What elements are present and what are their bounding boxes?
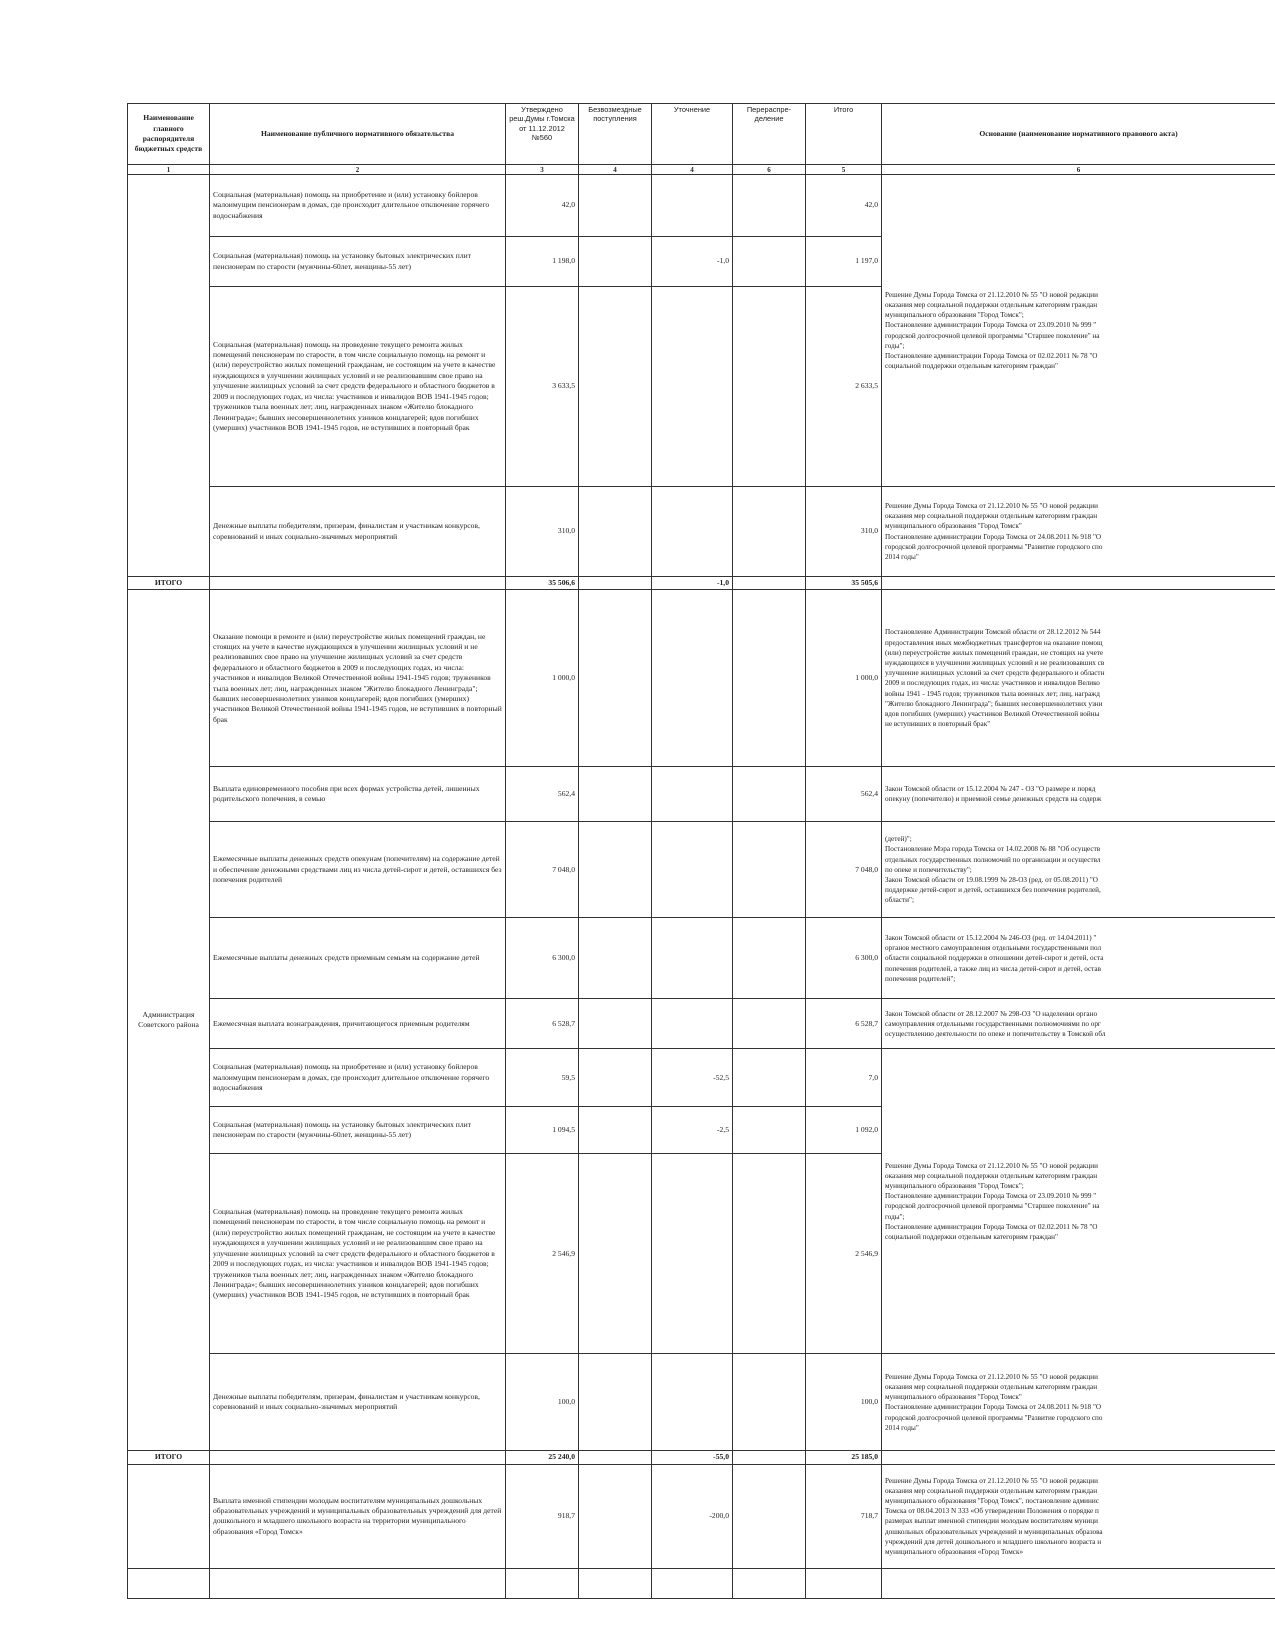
total-value: 310,0 <box>806 487 882 577</box>
basis-line: поддержке детей-сирот и детей, оставшихся без попечения родителей, <box>885 886 1101 895</box>
basis-line: вдов погибших (умерших) участников Великой Отечественной войны <box>885 710 1100 719</box>
obligation-name: Социальная (материальная) помощь на проведение текущего ремонта жилых помещений пенсионерам по старости, в том числе социальную помощь на ремонт и (или) переустройство жилых помещений гражданам, не состоящим на учете в качестве нуждающихся в улучшении жилищных условий и не реализовавшим свое право на улучшение жилищных условий за счет средств федерального и областного бюджетов в 2009 и последующих годах, из числа: участников и инвалидов ВОВ 1941-1945 годов; тружеников тыла военных лет; лиц, награжденных знаком «Жителю блокадного Ленинграда»; бывших несовершеннолетних узников концлагерей; вдов погибших (умерших) участников ВОВ 1941-1945 годов, не вступивших в повторный брак <box>210 1154 506 1354</box>
header-approved: Утверждено реш.Думы г.Томска от 11.12.2012 №560 <box>506 104 579 165</box>
basis-line: (детей)"; <box>885 835 912 844</box>
basis-cell <box>882 590 1275 767</box>
basis-line: "Жителю блокадного Ленинграда"; бывших несовершеннолетних узни <box>885 699 1103 708</box>
total-value: 1 197,0 <box>806 237 882 287</box>
basis-line: социальной поддержки отдельным категориям граждан" <box>885 1233 1058 1242</box>
change-value <box>652 287 733 487</box>
basis-line: попечения родителей"; <box>885 974 956 983</box>
basis-line: Постановление администрации Города Томска от 24.08.2011 № 918 "О <box>885 1403 1102 1412</box>
header-obligation: Наименование публичного нормативного обязательства <box>210 104 506 165</box>
basis-line: Решение Думы Города Томска от 21.12.2010 № 55 "О новой редакции <box>885 1476 1098 1485</box>
col-number: 6 <box>882 165 1275 175</box>
basis-line: не вступивших в повторный брак" <box>885 720 991 729</box>
basis-line: городской долгосрочной целевой программы "Развитие городского спо <box>885 542 1103 551</box>
obligation-name: Денежные выплаты победителям, призерам, финалистам и участникам конкурсов, соревнований и иных социально-значимых мероприятий <box>210 1354 506 1451</box>
change-value: -1,0 <box>652 237 733 287</box>
obligation-name: Денежные выплаты победителям, призерам, финалистам и участникам конкурсов, соревнований и иных социально-значимых мероприятий <box>210 487 506 577</box>
table-row <box>128 175 1275 237</box>
basis-line: осуществлению деятельности по опеке и попечительству в Томской обл <box>885 1030 1106 1038</box>
header-basis: Основание (наименование нормативного правового акта) <box>882 104 1275 165</box>
approved-value: 3 633,5 <box>506 287 579 487</box>
header-total: Итого <box>806 104 882 165</box>
basis-line: самоуправления отдельными государственными полномочиями по орг <box>885 1019 1101 1028</box>
basis-line: 2009 и последующих годах, из числа: участников и инвалидов Велико <box>885 679 1100 688</box>
basis-line: Закон Томской области от 28.12.2007 № 298-ОЗ "О наделении органо <box>885 1009 1098 1018</box>
total-value: 562,4 <box>806 767 882 822</box>
total-value: 6 528,7 <box>806 999 882 1049</box>
basis-line: Решение Думы Города Томска от 21.12.2010 № 55 "О новой редакции <box>885 501 1098 510</box>
basis-cell <box>882 1354 1275 1451</box>
table-row <box>128 999 1275 1049</box>
total-approved: 25 240,0 <box>506 1451 579 1464</box>
distributor-cell-empty <box>128 1464 210 1568</box>
change-value <box>652 1354 733 1451</box>
basis-line: городской долгосрочной целевой программы "Развитие городского спо <box>885 1413 1103 1422</box>
basis-line: муниципального образования «Город Томск» <box>885 1547 1024 1556</box>
total-change: -1,0 <box>652 577 733 590</box>
obligation-name: Ежемесячные выплаты денежных средств приемным семьям на содержание детей <box>210 918 506 999</box>
col-number: 4 <box>579 165 652 175</box>
basis-cell <box>882 918 1275 999</box>
basis-line: нуждающихся в улучшении жилищных условий и не реализовавших св <box>885 659 1105 667</box>
column-number-row <box>128 165 1275 175</box>
approved-value: 42,0 <box>506 175 579 237</box>
basis-line: социальной поддержки отдельным категориям граждан" <box>885 362 1058 371</box>
table-row <box>128 918 1275 999</box>
grant-value <box>579 175 652 237</box>
basis-line: Томска от 08.04.2013 N 333 «Об утверждении Положения о порядке п <box>885 1507 1099 1516</box>
total-value: 2 633,5 <box>806 287 882 487</box>
total-label: ИТОГО <box>128 577 210 590</box>
approved-value: 7 048,0 <box>506 822 579 918</box>
change-value <box>652 590 733 767</box>
total-total: 35 505,6 <box>806 577 882 590</box>
basis-line: отдельных государственных полномочий по организации и осуществл <box>885 855 1101 864</box>
basis-line: Постановление администрации Города Томска от 02.02.2011 № 78 "О <box>885 1222 1098 1231</box>
obligation-name: Ежемесячные выплаты денежных средств опекунам (попечителям) на содержание детей и обеспечение денежными средствами лиц из числа детей-сирот и детей, оставшихся без попечения родителей <box>210 822 506 918</box>
basis-line: Постановление Мэра города Томска от 14.02.2008 № 88 "Об осуществ <box>885 845 1101 854</box>
change-value <box>652 767 733 822</box>
col-number: 2 <box>210 165 506 175</box>
obligation-name: Социальная (материальная) помощь на приобретение и (или) установку бойлеров малоимущим пенсионерам в домах, где происходит длительное отключение горячего водоснабжения <box>210 1049 506 1107</box>
basis-cell <box>882 1049 1275 1354</box>
basis-line: муниципального образования "Город Томск"; <box>885 311 1024 320</box>
budget-table-sheet <box>127 103 1275 1599</box>
header-grants: Безвозмездные поступления <box>579 104 652 165</box>
basis-line: области социальной поддержки в отношении детей-сирот и детей, оста <box>885 954 1104 963</box>
change-value: -200,0 <box>652 1464 733 1568</box>
obligation-name: Выплата единовременного пособия при всех формах устройства детей, лишенных родительского попечения, в семью <box>210 767 506 822</box>
basis-line: войны 1941 - 1945 годов; тружеников тыла военных лет; лиц, награжд <box>885 689 1100 698</box>
change-value <box>652 918 733 999</box>
distributor-name: Администрация Советского района <box>128 590 210 1451</box>
approved-value: 100,0 <box>506 1354 579 1451</box>
total-label: ИТОГО <box>128 1451 210 1464</box>
basis-line: Постановление администрации Города Томска от 23.09.2010 № 999 " <box>885 321 1097 330</box>
redistribution-value <box>733 237 806 287</box>
total-row <box>128 1451 1275 1464</box>
obligation-name: Оказание помощи в ремонте и (или) переустройстве жилых помещений граждан, не стоящих на учете в качестве нуждающихся в улучшении жилищных условий и не реализовавших свое право на улучшение жилищных условий за счет средств федерального и областного бюджетов в 2009 и последующих годах, из числа: участников и инвалидов Великой Отечественной войны 1941-1945 годов; тружеников тыла военных лет; лиц, награжденных знаком "Жителю блокадного Ленинграда"; бывших несовершеннолетних узников концлагерей; вдов погибших (умерших) участников Великой Отечественной войны 1941-1945 годов, не вступивших в повторный брак <box>210 590 506 767</box>
col-number: 4 <box>652 165 733 175</box>
basis-line: оказания мер социальной поддержки отдельным категориям граждан <box>885 1383 1098 1391</box>
basis-line: Закон Томской области от 15.12.2004 № 246-ОЗ (ред. от 14.04.2011) " <box>885 933 1097 942</box>
change-value <box>652 1154 733 1354</box>
header-redistribution: Перераспре- деление <box>733 104 806 165</box>
grant-value <box>579 287 652 487</box>
total-approved: 35 506,6 <box>506 577 579 590</box>
redistribution-value <box>733 175 806 237</box>
grant-value <box>579 487 652 577</box>
approved-value: 6 528,7 <box>506 999 579 1049</box>
basis-line: Решение Думы Города Томска от 21.12.2010 № 55 "О новой редакции <box>885 290 1098 299</box>
total-value: 7 048,0 <box>806 822 882 918</box>
total-value: 100,0 <box>806 1354 882 1451</box>
total-value: 7,0 <box>806 1049 882 1107</box>
total-value: 1 000,0 <box>806 590 882 767</box>
table-row <box>128 487 1275 577</box>
obligation-name: Социальная (материальная) помощь на установку бытовых электрических плит пенсионерам по старости (мужчины-60лет, женщины-55 лет) <box>210 1107 506 1154</box>
table-row <box>128 590 1275 767</box>
approved-value: 310,0 <box>506 487 579 577</box>
basis-line: оказания мер социальной поддержки отдельным категориям граждан <box>885 300 1098 309</box>
basis-line: годы"; <box>885 1212 905 1221</box>
approved-value: 59,5 <box>506 1049 579 1107</box>
basis-line: Решение Думы Города Томска от 21.12.2010 № 55 "О новой редакции <box>885 1161 1098 1170</box>
basis-line: муниципального образования "Город Томск", постановление админис <box>885 1496 1099 1505</box>
table-row <box>128 1354 1275 1451</box>
approved-value: 6 300,0 <box>506 918 579 999</box>
basis-line: (или) переустройстве жилых помещений граждан, не стоящих на учете <box>885 648 1104 657</box>
total-change: -55,0 <box>652 1451 733 1464</box>
basis-line: оказания мер социальной поддержки отдельным категориям граждан <box>885 1486 1098 1495</box>
obligation-name: Ежемесячная выплата вознаграждения, причитающегося приемным родителям <box>210 999 506 1049</box>
header-row <box>128 104 1275 165</box>
basis-line: органов местного самоуправления отдельными государственными пол <box>885 944 1102 953</box>
change-value <box>652 175 733 237</box>
basis-line: размерах выплат именной стипендии молодым воспитателям муници <box>885 1517 1098 1526</box>
grant-value <box>579 237 652 287</box>
basis-line: Постановление администрации Города Томска от 02.02.2011 № 78 "О <box>885 351 1098 360</box>
total-value: 2 546,9 <box>806 1154 882 1354</box>
total-value: 6 300,0 <box>806 918 882 999</box>
total-value: 1 092,0 <box>806 1107 882 1154</box>
obligation-name: Выплата именной стипендии молодым воспитателям муниципальных дошкольных образовательных учреждений и муниципальных образовательных учреждений для детей дошкольного и младшего школьного возраста на территории муниципального образования «Город Томск» <box>210 1464 506 1568</box>
change-value <box>652 999 733 1049</box>
table-row <box>128 822 1275 918</box>
total-total: 25 185,0 <box>806 1451 882 1464</box>
basis-line: оказания мер социальной поддержки отдельным категориям граждан <box>885 1171 1098 1180</box>
basis-cell <box>882 487 1275 577</box>
approved-value: 1 198,0 <box>506 237 579 287</box>
basis-line: Решение Думы Города Томска от 21.12.2010 № 55 "О новой редакции <box>885 1372 1098 1381</box>
col-number: 5 <box>806 165 882 175</box>
basis-line: Постановление администрации Города Томска от 23.09.2010 № 999 " <box>885 1192 1097 1201</box>
basis-line: муниципального образования "Город Томск"; <box>885 1182 1024 1190</box>
basis-cell <box>882 1464 1275 1568</box>
col-number: 3 <box>506 165 579 175</box>
obligation-name: Социальная (материальная) помощь на проведение текущего ремонта жилых помещений пенсионерам по старости, в том числе социальную помощь на ремонт и (или) переустройство жилых помещений гражданам, не состоящим на учете в качестве нуждающихся в улучшении жилищных условий и не реализовавшим свое право на улучшение жилищных условий за счет средств федерального и областного бюджетов в 2009 и последующих годах, из числа: участников и инвалидов ВОВ 1941-1945 годов; тружеников тыла военных лет; лиц, награжденных знаком «Жителю блокадного Ленинграда»; бывших несовершеннолетних узников концлагерей; вдов погибших (умерших) участников ВОВ 1941-1945 годов, не вступивших в повторный брак <box>210 287 506 487</box>
basis-cell <box>882 822 1275 918</box>
basis-cell <box>882 767 1275 822</box>
basis-line: Постановление администрации Города Томска от 24.08.2011 № 918 "О <box>885 532 1102 541</box>
total-value: 718,7 <box>806 1464 882 1568</box>
basis-line: попечения родителей, а также лиц из числа детей-сирот и детей, остав <box>885 964 1101 973</box>
basis-line: годы"; <box>885 341 905 350</box>
basis-line: городской долгосрочной целевой программы "Старшее поколение" на <box>885 331 1100 340</box>
basis-line: по опеке и попечительству"; <box>885 865 972 874</box>
basis-line: Закон Томской области от 15.12.2004 № 247 - ОЗ "О размере и поряд <box>885 785 1096 794</box>
approved-value: 562,4 <box>506 767 579 822</box>
budget-table <box>127 103 1275 1599</box>
total-row <box>128 577 1275 590</box>
distributor-cell-empty <box>128 175 210 577</box>
table-row <box>128 1464 1275 1568</box>
table-row <box>128 1568 1275 1598</box>
col-number: 1 <box>128 165 210 175</box>
basis-line: улучшение жилищных условий за счет средств федерального и областн <box>885 669 1105 678</box>
redistribution-value <box>733 487 806 577</box>
basis-cell <box>882 175 1275 487</box>
approved-value: 2 546,9 <box>506 1154 579 1354</box>
change-value <box>652 487 733 577</box>
basis-line: Постановление Администрации Томской области от 28.12.2012 № 544 <box>885 628 1101 637</box>
obligation-name: Социальная (материальная) помощь на приобретение и (или) установку бойлеров малоимущим пенсионерам в домах, где происходит длительное отключение горячего водоснабжения <box>210 175 506 237</box>
table-row <box>128 767 1275 822</box>
total-value: 42,0 <box>806 175 882 237</box>
basis-line: оказания мер социальной поддержки отдельным категориям граждан <box>885 512 1098 521</box>
basis-line: 2014 годы" <box>885 1423 919 1432</box>
basis-line: дошкольных образовательных учреждений и муниципальных образова <box>885 1527 1103 1536</box>
change-value: -2,5 <box>652 1107 733 1154</box>
basis-line: муниципального образования "Город Томск" <box>885 522 1022 531</box>
basis-line: городской долгосрочной целевой программы "Старшее поколение" на <box>885 1202 1100 1211</box>
basis-line: Закон Томской области от 19.08.1999 № 28-ОЗ (ред. от 05.08.2011) "О <box>885 876 1098 884</box>
basis-cell <box>882 999 1275 1049</box>
approved-value: 1 000,0 <box>506 590 579 767</box>
table-row <box>128 1049 1275 1107</box>
approved-value: 918,7 <box>506 1464 579 1568</box>
basis-line: муниципального образования "Город Томск" <box>885 1393 1022 1402</box>
basis-line: области"; <box>885 896 914 905</box>
basis-line: учреждений для детей дошкольного и младшего школьного возраста н <box>885 1537 1102 1546</box>
basis-line: 2014 годы" <box>885 552 919 561</box>
basis-line: опекуну (попечителю) и приемной семье денежных средств на содерж <box>885 795 1102 804</box>
change-value: -52,5 <box>652 1049 733 1107</box>
header-change: Уточнение <box>652 104 733 165</box>
approved-value: 1 094,5 <box>506 1107 579 1154</box>
header-distributor: Наименование главного распорядителя бюджетных средств <box>128 104 210 165</box>
col-number: 6 <box>733 165 806 175</box>
redistribution-value <box>733 287 806 487</box>
obligation-name: Социальная (материальная) помощь на установку бытовых электрических плит пенсионерам по старости (мужчины-60лет, женщины-55 лет) <box>210 237 506 287</box>
basis-line: предоставления иных межбюджетных трансфертов на оказание помощ <box>885 638 1103 647</box>
change-value <box>652 822 733 918</box>
